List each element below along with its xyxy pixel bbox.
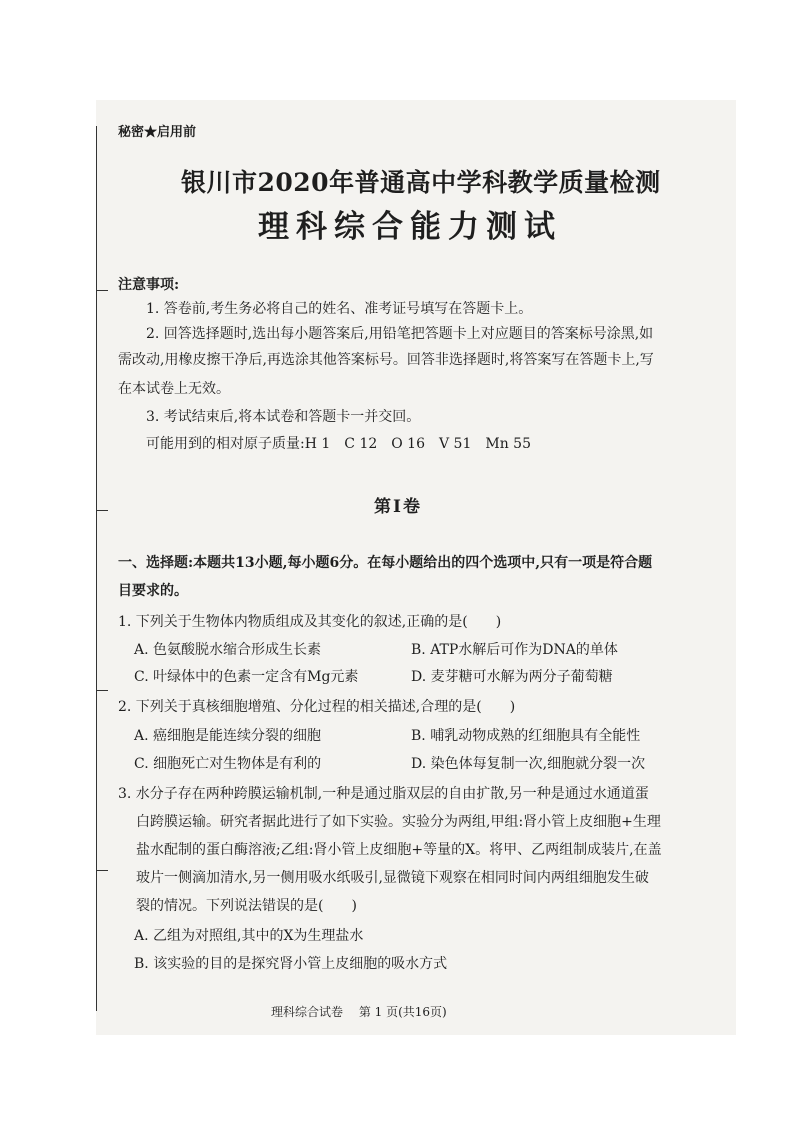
question-2-option-d: D. 染色体每复制一次,细胞就分裂一次 <box>411 756 646 772</box>
question-3-stem: 玻片一侧滴加清水,另一侧用吸水纸吸引,显微镜下观察在相同时间内两组细胞发生破 <box>136 870 649 886</box>
question-1-stem: 1. 下列关于生物体内物质组成及其变化的叙述,正确的是( ) <box>118 614 502 630</box>
question-1-option-b: B. ATP水解后可作为DNA的单体 <box>411 642 618 658</box>
atomic-mass-line: 可能用到的相对原子质量:H 1 C 12 O 16 V 51 Mn 55 <box>146 436 531 452</box>
question-1-option-a: A. 色氨酸脱水缩合形成生长素 <box>134 642 322 658</box>
page-footer: 理科综合试卷 第 1 页(共16页) <box>271 1005 447 1019</box>
notes-line: 3. 考试结束后,将本试卷和答题卡一并交回。 <box>146 409 421 425</box>
question-2-option-c: C. 细胞死亡对生物体是有利的 <box>134 756 322 772</box>
margin-tick <box>96 870 108 871</box>
question-3-option-a: A. 乙组为对照组,其中的X为生理盐水 <box>134 928 364 944</box>
question-3-stem: 白跨膜运输。研究者据此进行了如下实验。实验分为两组,甲组:肾小管上皮细胞+生理 <box>136 814 661 830</box>
notes-line: 1. 答卷前,考生务必将自己的姓名、准考证号填写在答题卡上。 <box>146 301 533 317</box>
question-3-option-b: B. 该实验的目的是探究肾小管上皮细胞的吸水方式 <box>134 956 448 972</box>
question-1-option-d: D. 麦芽糖可水解为两分子葡萄糖 <box>411 669 613 685</box>
confidential-label: 秘密★启用前 <box>118 125 197 140</box>
notes-heading: 注意事项: <box>118 277 180 293</box>
margin-tick <box>96 290 108 291</box>
margin-tick <box>96 510 108 511</box>
question-2-option-b: B. 哺乳动物成熟的红细胞具有全能性 <box>411 728 641 744</box>
exam-subtitle: 理科综合能力测试 <box>258 209 562 245</box>
notes-line: 需改动,用橡皮擦干净后,再选涂其他答案标号。回答非选择题时,将答案写在答题卡上,写 <box>118 352 654 368</box>
question-3-stem: 3. 水分子存在两种跨膜运输机制,一种是通过脂双层的自由扩散,另一种是通过水通道蛋 <box>118 786 649 802</box>
question-2-option-a: A. 癌细胞是能连续分裂的细胞 <box>134 728 322 744</box>
section-heading: 一、选择题:本题共13小题,每小题6分。在每小题给出的四个选项中,只有一项是符合题 <box>118 555 653 571</box>
margin-tick <box>96 690 108 691</box>
notes-line: 在本试卷上无效。 <box>118 381 230 397</box>
question-1-option-c: C. 叶绿体中的色素一定含有Mg元素 <box>134 669 359 685</box>
question-2-stem: 2. 下列关于真核细胞增殖、分化过程的相关描述,合理的是( ) <box>118 699 516 715</box>
notes-line: 2. 回答选择题时,选出每小题答案后,用铅笔把答题卡上对应题目的答案标号涂黑,如 <box>146 326 654 342</box>
question-3-stem: 裂的情况。下列说法错误的是( ) <box>136 898 357 914</box>
exam-title: 银川市2020年普通高中学科教学质量检测 <box>181 168 661 197</box>
question-3-stem: 盐水配制的蛋白酶溶液;乙组:肾小管上皮细胞+等量的X。将甲、乙两组制成装片,在盖 <box>136 842 662 858</box>
section-heading: 目要求的。 <box>118 583 188 599</box>
binding-margin-line <box>96 126 97 1011</box>
section-title: 第Ⅰ卷 <box>374 497 422 517</box>
